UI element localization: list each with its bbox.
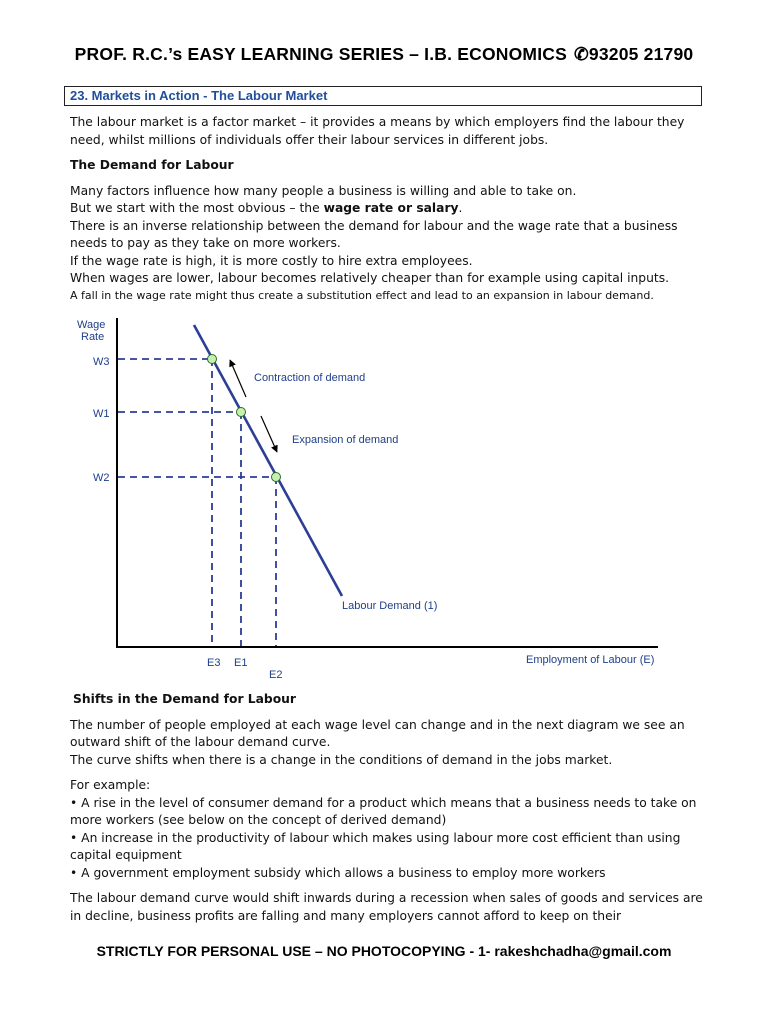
expansion-arrow [261,416,277,452]
phone-icon: ✆ [574,44,589,64]
intro-paragraph: The labour market is a factor market – it provides a means by which employers find the labour they need, whilst millions of individuals offer their labour services in different jobs. [70,115,685,147]
for-example: For example: [70,778,151,792]
shifts-paragraph-1: The number of people employed at each wage level can change and in the next diagram we see an outward shift of the labour demand curve. [70,717,685,749]
intro-line-3: There is an inverse relationship between the demand for labour and the wage rate that a business needs to pay as they take on more workers. [70,218,678,250]
section-title: 23. Markets in Action - The Labour Market [64,86,702,106]
intro-line-4: If the wage rate is high, it is more costly to hire extra employees. [70,253,473,268]
contraction-arrow [230,360,246,397]
shifts-paragraph-3: The labour demand curve would shift inwards during a recession when sales of goods and services are in decline, business profits are falling and many employers cannot afford to keep on their [70,891,703,923]
y-tick-w3: W3 [93,356,110,368]
point-e3-w3 [208,355,217,364]
x-tick-e2: E2 [269,669,283,681]
shifts-block [70,691,710,925]
labour-demand-curve [194,325,342,596]
expansion-label: Expansion of demand [292,434,399,446]
shifts-heading: Shifts in the Demand for Labour [73,692,297,706]
shifts-paragraph-2: The curve shifts when there is a change in the conditions of demand in the jobs market. [70,752,613,767]
intro-line-1: Many factors influence how many people a business is willing and able to take on. [70,183,577,198]
y-axis-label-line1: Wage [77,319,106,331]
header-title: PROF. R.C.’s EASY LEARNING SERIES – I.B. ECONOMICS [74,44,573,64]
y-axis-label-line2: Rate [81,331,105,343]
intro-line-2-post: . [458,201,463,215]
point-e2-w2 [272,473,281,482]
bullet-2: • An increase in the productivity of labour which makes using labour more cost efficient than using capital equipment [70,830,681,862]
point-e1-w1 [237,408,246,417]
y-tick-w1: W1 [93,408,110,420]
page-footer: STRICTLY FOR PERSONAL USE – NO PHOTOCOPYING - 1- rakeshchadha@gmail.com [96,943,672,959]
y-tick-w2: W2 [93,472,110,484]
bullet-3: • A government employment subsidy which allows a business to employ more workers [70,865,606,880]
x-tick-e3: E3 [207,657,221,669]
intro-line-6: A fall in the wage rate might thus create a substitution effect and lead to an expansion in labour demand. [70,288,654,302]
intro-line-2-pre: But we start with the most obvious – the [70,201,324,215]
intro-line-2-bold: wage rate or salary [323,201,459,215]
bullet-1: • A rise in the level of consumer demand for a product which means that a business needs to take on more workers (see below on the concept of derived demand) [70,795,697,827]
curve-label: Labour Demand (1) [342,600,438,612]
x-tick-e1: E1 [234,657,248,669]
demand-heading: The Demand for Labour [70,158,234,172]
intro-line-5: When wages are lower, labour becomes relatively cheaper than for example using capital inputs. [70,271,670,285]
x-axis-label: Employment of Labour (E) [526,654,655,666]
header-phone: 93205 21790 [588,44,694,64]
contraction-label: Contraction of demand [254,372,366,384]
